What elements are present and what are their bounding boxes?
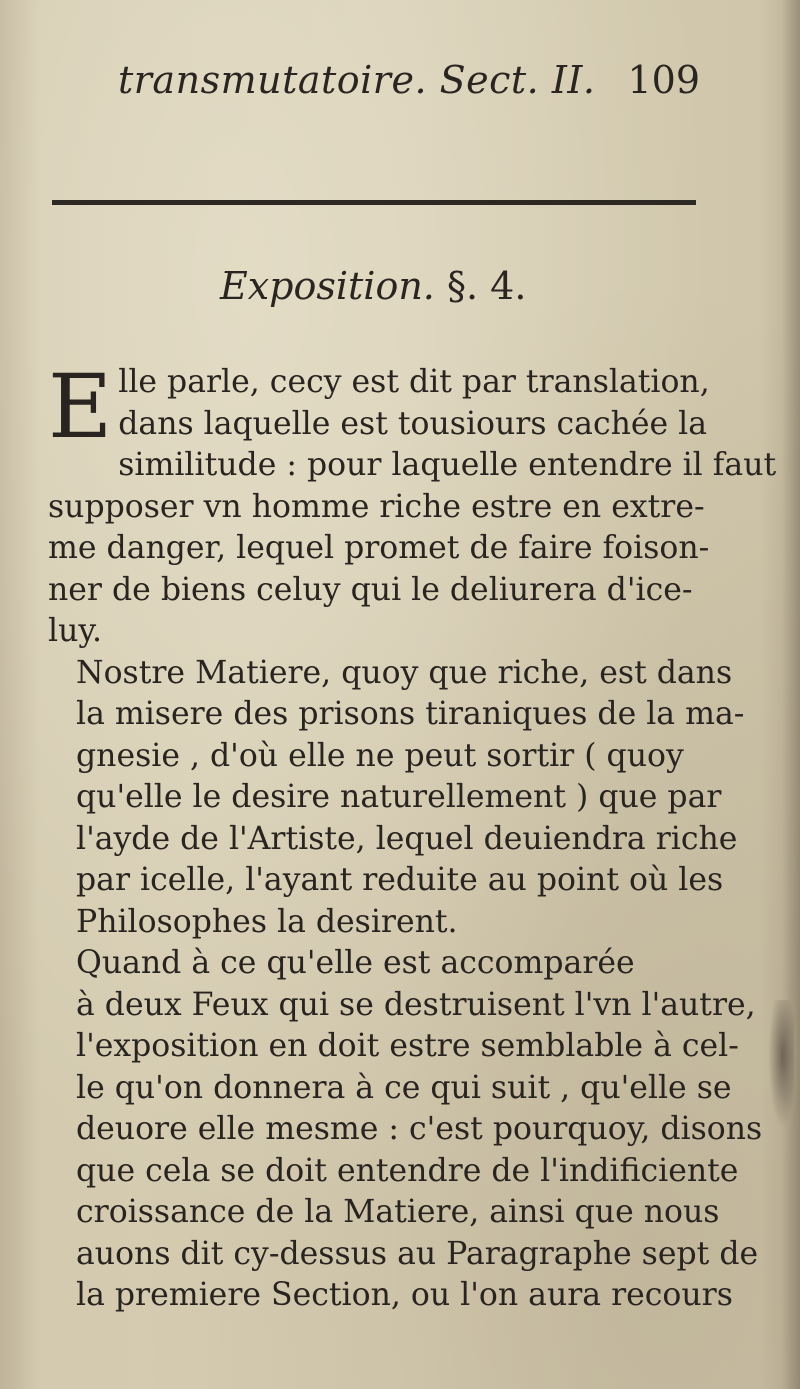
paragraph-1 xyxy=(48,355,777,653)
paragraph-2 xyxy=(48,653,745,944)
text-line: la premiere Section, ou l'on aura recours xyxy=(76,1277,733,1313)
text-line: auons dit cy-dessus au Paragraphe sept de xyxy=(76,1235,759,1272)
paragraph-3 xyxy=(48,943,763,1317)
text-line: lle parle, cecy est dit par translation, xyxy=(118,364,710,400)
text-line: gnesie , d'où elle ne peut sortir ( quoy xyxy=(76,737,684,774)
text-line: que cela se doit entendre de l'indificiente xyxy=(76,1152,739,1189)
body-text xyxy=(48,355,777,1317)
drop-cap: E xyxy=(48,355,113,458)
page-edge-shadow xyxy=(782,0,800,1389)
text-line: croissance de la Matiere, ainsi que nous xyxy=(76,1194,720,1230)
text-line: Nostre Matiere, quoy que riche, est dans xyxy=(76,654,733,691)
page-number: 109 xyxy=(627,58,700,102)
section-title: Exposition. xyxy=(220,264,435,308)
text-line: Quand à ce qu'elle est accomparée xyxy=(76,945,635,981)
running-head: transmutatoire. Sect. II. xyxy=(118,58,596,102)
text-line: le qu'on donnera à ce qui suit , qu'elle se xyxy=(76,1069,732,1106)
section-number: §. 4. xyxy=(446,264,527,308)
text-line: similitude : pour laquelle entendre il faut xyxy=(118,447,777,483)
text-line: la misere des prisons tiraniques de la ma- xyxy=(76,696,745,732)
section-heading xyxy=(220,264,526,308)
header-rule xyxy=(52,200,696,205)
text-line: Philosophes la desirent. xyxy=(76,903,458,940)
text-line: l'exposition en doit estre semblable à cel- xyxy=(76,1028,739,1064)
text-line: me danger, lequel promet de faire foison- xyxy=(48,530,710,566)
text-line: dans laquelle est tousiours cachée la xyxy=(118,405,708,442)
text-line: à deux Feux qui se destruisent l'vn l'autre, xyxy=(76,986,756,1023)
ink-stain xyxy=(766,1000,794,1140)
text-line: l'ayde de l'Artiste, lequel deuiendra riche xyxy=(76,820,738,857)
text-line: luy. xyxy=(48,613,102,649)
text-line: par icelle, l'ayant reduite au point où les xyxy=(76,862,724,898)
text-line: ner de biens celuy qui le deliurera d'ice- xyxy=(48,571,693,608)
text-line: qu'elle le desire naturellement ) que par xyxy=(76,779,722,815)
text-line: deuore elle mesme : c'est pourquoy, disons xyxy=(76,1111,763,1147)
page-header xyxy=(110,58,700,118)
text-line: supposer vn homme riche estre en extre- xyxy=(48,488,705,525)
